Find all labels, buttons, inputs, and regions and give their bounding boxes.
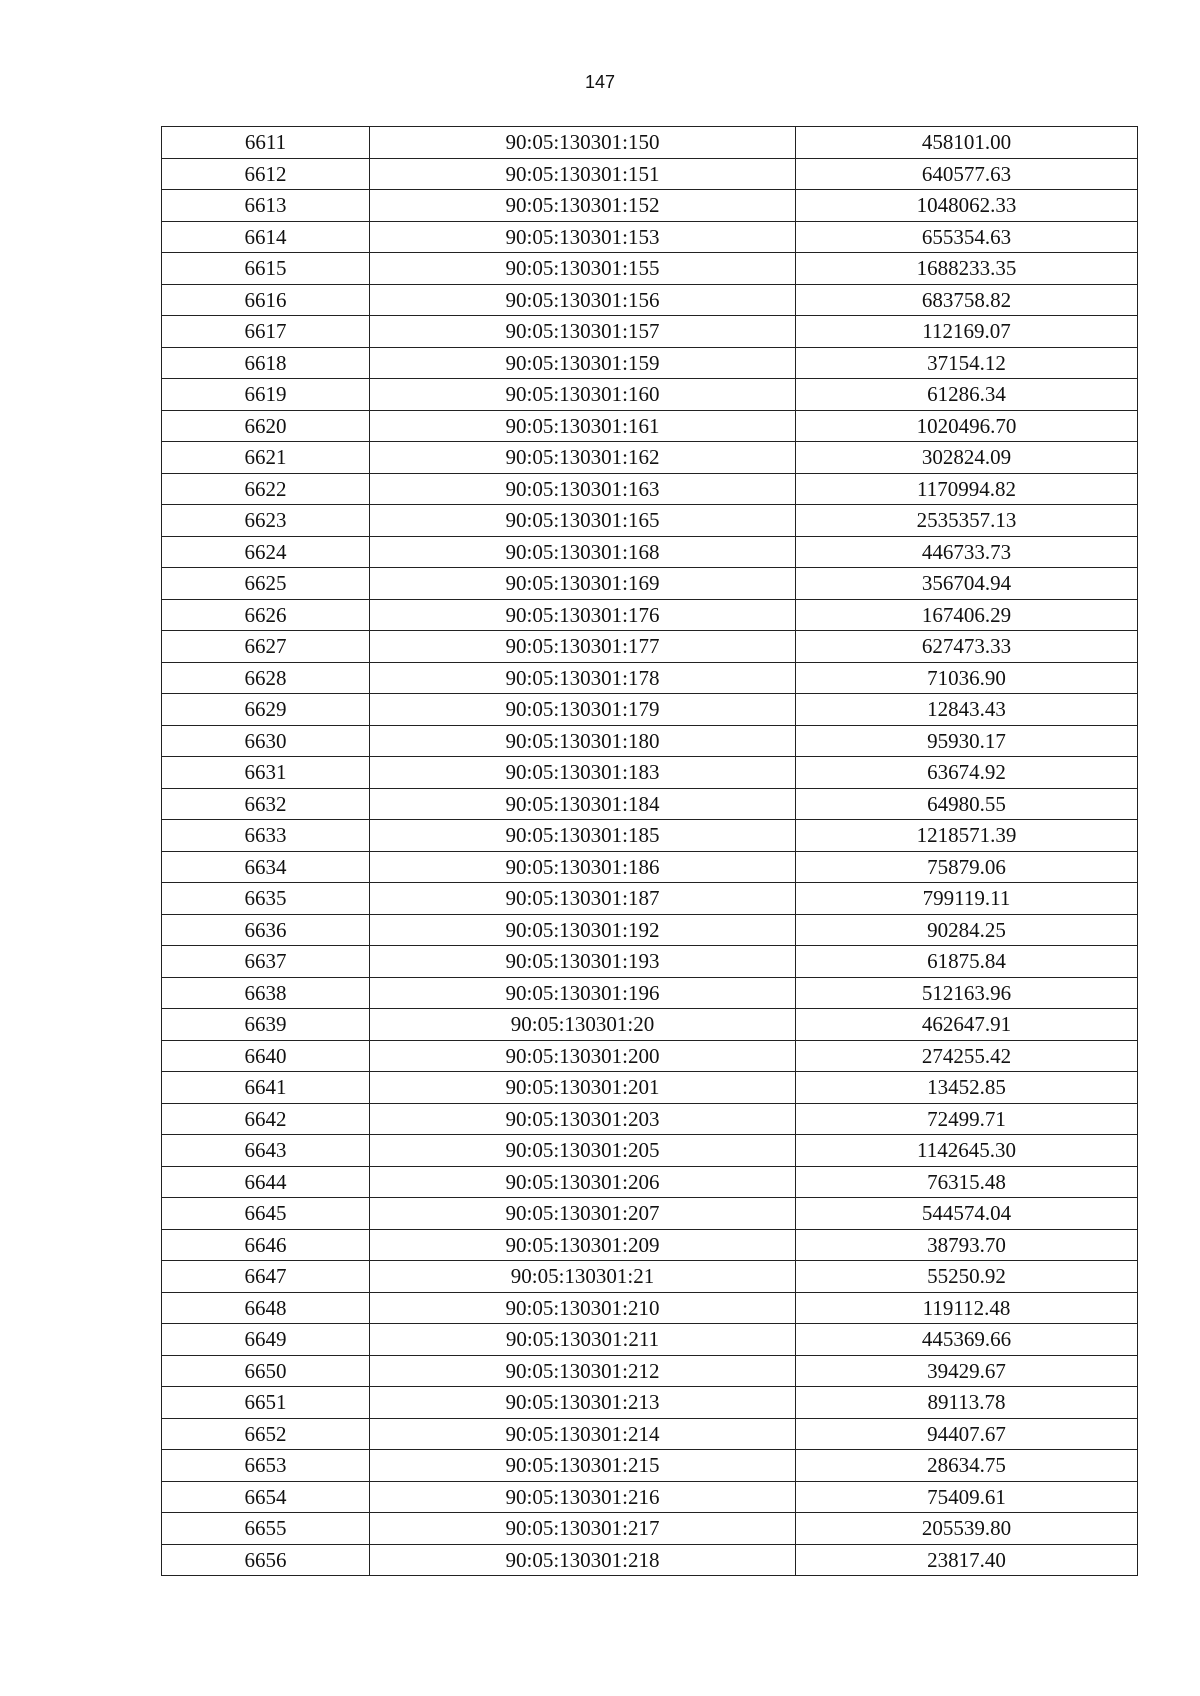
row-number-cell: 6618 — [162, 347, 370, 379]
cadastral-value-cell: 462647.91 — [796, 1009, 1138, 1041]
table-row — [162, 1544, 1138, 1576]
row-number-cell: 6624 — [162, 536, 370, 568]
row-number-cell: 6625 — [162, 568, 370, 600]
table-row — [162, 631, 1138, 663]
cadastral-value-cell: 512163.96 — [796, 977, 1138, 1009]
table-row — [162, 788, 1138, 820]
table-row — [162, 883, 1138, 915]
table-body — [162, 127, 1138, 1576]
cadastral-number-cell: 90:05:130301:211 — [370, 1324, 796, 1356]
cadastral-value-cell: 64980.55 — [796, 788, 1138, 820]
row-number-cell: 6615 — [162, 253, 370, 285]
cadastral-number-cell: 90:05:130301:183 — [370, 757, 796, 789]
cadastral-number-cell: 90:05:130301:218 — [370, 1544, 796, 1576]
table-row — [162, 599, 1138, 631]
table-row — [162, 757, 1138, 789]
row-number-cell: 6637 — [162, 946, 370, 978]
cadastral-value-cell: 683758.82 — [796, 284, 1138, 316]
cadastral-value-cell: 37154.12 — [796, 347, 1138, 379]
table-row — [162, 536, 1138, 568]
cadastral-value-cell: 1142645.30 — [796, 1135, 1138, 1167]
cadastral-number-cell: 90:05:130301:177 — [370, 631, 796, 663]
page-number: 147 — [584, 72, 616, 92]
cadastral-number-cell: 90:05:130301:205 — [370, 1135, 796, 1167]
table-row — [162, 662, 1138, 694]
cadastral-number-cell: 90:05:130301:212 — [370, 1355, 796, 1387]
cadastral-value-cell: 71036.90 — [796, 662, 1138, 694]
cadastral-number-cell: 90:05:130301:150 — [370, 127, 796, 159]
cadastral-value-cell: 75409.61 — [796, 1481, 1138, 1513]
row-number-cell: 6651 — [162, 1387, 370, 1419]
cadastral-value-cell: 76315.48 — [796, 1166, 1138, 1198]
cadastral-value-cell: 112169.07 — [796, 316, 1138, 348]
cadastral-number-cell: 90:05:130301:180 — [370, 725, 796, 757]
cadastral-number-cell: 90:05:130301:216 — [370, 1481, 796, 1513]
cadastral-value-cell: 61286.34 — [796, 379, 1138, 411]
cadastral-number-cell: 90:05:130301:168 — [370, 536, 796, 568]
table-row — [162, 190, 1138, 222]
table-row — [162, 442, 1138, 474]
cadastral-value-cell: 28634.75 — [796, 1450, 1138, 1482]
table-row — [162, 347, 1138, 379]
cadastral-number-cell: 90:05:130301:160 — [370, 379, 796, 411]
row-number-cell: 6630 — [162, 725, 370, 757]
cadastral-value-cell: 23817.40 — [796, 1544, 1138, 1576]
cadastral-number-cell: 90:05:130301:200 — [370, 1040, 796, 1072]
row-number-cell: 6644 — [162, 1166, 370, 1198]
table-row — [162, 221, 1138, 253]
row-number-cell: 6650 — [162, 1355, 370, 1387]
row-number-cell: 6633 — [162, 820, 370, 852]
cadastral-value-cell: 446733.73 — [796, 536, 1138, 568]
row-number-cell: 6641 — [162, 1072, 370, 1104]
cadastral-number-cell: 90:05:130301:161 — [370, 410, 796, 442]
cadastral-value-cell: 13452.85 — [796, 1072, 1138, 1104]
table-row — [162, 127, 1138, 159]
cadastral-value-cell: 55250.92 — [796, 1261, 1138, 1293]
table-row — [162, 1198, 1138, 1230]
cadastral-number-cell: 90:05:130301:207 — [370, 1198, 796, 1230]
row-number-cell: 6619 — [162, 379, 370, 411]
cadastral-number-cell: 90:05:130301:213 — [370, 1387, 796, 1419]
table-row — [162, 284, 1138, 316]
cadastral-value-cell: 356704.94 — [796, 568, 1138, 600]
cadastral-value-cell: 302824.09 — [796, 442, 1138, 474]
table-row — [162, 1009, 1138, 1041]
cadastral-value-cell: 1218571.39 — [796, 820, 1138, 852]
cadastral-number-cell: 90:05:130301:163 — [370, 473, 796, 505]
table-row — [162, 1324, 1138, 1356]
cadastral-number-cell: 90:05:130301:157 — [370, 316, 796, 348]
table-row — [162, 1040, 1138, 1072]
row-number-cell: 6645 — [162, 1198, 370, 1230]
row-number-cell: 6652 — [162, 1418, 370, 1450]
row-number-cell: 6632 — [162, 788, 370, 820]
cadastral-value-cell: 12843.43 — [796, 694, 1138, 726]
cadastral-value-table — [161, 126, 1138, 1576]
table-row — [162, 505, 1138, 537]
cadastral-value-cell: 63674.92 — [796, 757, 1138, 789]
table-row — [162, 946, 1138, 978]
row-number-cell: 6631 — [162, 757, 370, 789]
cadastral-value-cell: 1048062.33 — [796, 190, 1138, 222]
cadastral-number-cell: 90:05:130301:159 — [370, 347, 796, 379]
table-row — [162, 1103, 1138, 1135]
cadastral-value-cell: 90284.25 — [796, 914, 1138, 946]
table-row — [162, 410, 1138, 442]
cadastral-number-cell: 90:05:130301:153 — [370, 221, 796, 253]
cadastral-number-cell: 90:05:130301:176 — [370, 599, 796, 631]
cadastral-number-cell: 90:05:130301:217 — [370, 1513, 796, 1545]
cadastral-value-cell: 544574.04 — [796, 1198, 1138, 1230]
table-row — [162, 1292, 1138, 1324]
row-number-cell: 6611 — [162, 127, 370, 159]
cadastral-number-cell: 90:05:130301:152 — [370, 190, 796, 222]
row-number-cell: 6627 — [162, 631, 370, 663]
cadastral-value-cell: 799119.11 — [796, 883, 1138, 915]
table-row — [162, 158, 1138, 190]
table-row — [162, 1072, 1138, 1104]
table-row — [162, 1481, 1138, 1513]
cadastral-number-cell: 90:05:130301:186 — [370, 851, 796, 883]
row-number-cell: 6613 — [162, 190, 370, 222]
cadastral-number-cell: 90:05:130301:206 — [370, 1166, 796, 1198]
cadastral-number-cell: 90:05:130301:193 — [370, 946, 796, 978]
row-number-cell: 6640 — [162, 1040, 370, 1072]
row-number-cell: 6643 — [162, 1135, 370, 1167]
cadastral-value-cell: 167406.29 — [796, 599, 1138, 631]
cadastral-value-cell: 75879.06 — [796, 851, 1138, 883]
cadastral-value-cell: 95930.17 — [796, 725, 1138, 757]
cadastral-value-cell: 627473.33 — [796, 631, 1138, 663]
cadastral-value-cell: 1170994.82 — [796, 473, 1138, 505]
row-number-cell: 6620 — [162, 410, 370, 442]
cadastral-number-cell: 90:05:130301:203 — [370, 1103, 796, 1135]
cadastral-value-cell: 89113.78 — [796, 1387, 1138, 1419]
cadastral-value-cell: 38793.70 — [796, 1229, 1138, 1261]
cadastral-value-cell: 39429.67 — [796, 1355, 1138, 1387]
table-row — [162, 851, 1138, 883]
table-row — [162, 568, 1138, 600]
cadastral-number-cell: 90:05:130301:20 — [370, 1009, 796, 1041]
cadastral-number-cell: 90:05:130301:165 — [370, 505, 796, 537]
table-row — [162, 914, 1138, 946]
cadastral-number-cell: 90:05:130301:187 — [370, 883, 796, 915]
table-row — [162, 1229, 1138, 1261]
cadastral-number-cell: 90:05:130301:215 — [370, 1450, 796, 1482]
cadastral-number-cell: 90:05:130301:214 — [370, 1418, 796, 1450]
table-row — [162, 820, 1138, 852]
cadastral-number-cell: 90:05:130301:155 — [370, 253, 796, 285]
cadastral-number-cell: 90:05:130301:151 — [370, 158, 796, 190]
table-row — [162, 473, 1138, 505]
cadastral-number-cell: 90:05:130301:169 — [370, 568, 796, 600]
table-row — [162, 1355, 1138, 1387]
row-number-cell: 6628 — [162, 662, 370, 694]
cadastral-value-cell: 655354.63 — [796, 221, 1138, 253]
cadastral-number-cell: 90:05:130301:179 — [370, 694, 796, 726]
row-number-cell: 6653 — [162, 1450, 370, 1482]
table-row — [162, 316, 1138, 348]
cadastral-value-cell: 61875.84 — [796, 946, 1138, 978]
cadastral-value-cell: 94407.67 — [796, 1418, 1138, 1450]
row-number-cell: 6636 — [162, 914, 370, 946]
cadastral-value-cell: 2535357.13 — [796, 505, 1138, 537]
row-number-cell: 6621 — [162, 442, 370, 474]
table-row — [162, 1166, 1138, 1198]
row-number-cell: 6648 — [162, 1292, 370, 1324]
cadastral-value-cell: 274255.42 — [796, 1040, 1138, 1072]
cadastral-number-cell: 90:05:130301:184 — [370, 788, 796, 820]
cadastral-value-cell: 458101.00 — [796, 127, 1138, 159]
table-row — [162, 1513, 1138, 1545]
cadastral-value-cell: 1020496.70 — [796, 410, 1138, 442]
row-number-cell: 6649 — [162, 1324, 370, 1356]
row-number-cell: 6622 — [162, 473, 370, 505]
cadastral-number-cell: 90:05:130301:162 — [370, 442, 796, 474]
cadastral-value-cell: 445369.66 — [796, 1324, 1138, 1356]
cadastral-number-cell: 90:05:130301:196 — [370, 977, 796, 1009]
cadastral-value-cell: 640577.63 — [796, 158, 1138, 190]
table-row — [162, 1450, 1138, 1482]
row-number-cell: 6612 — [162, 158, 370, 190]
row-number-cell: 6656 — [162, 1544, 370, 1576]
table-row — [162, 694, 1138, 726]
row-number-cell: 6614 — [162, 221, 370, 253]
row-number-cell: 6634 — [162, 851, 370, 883]
row-number-cell: 6654 — [162, 1481, 370, 1513]
row-number-cell: 6655 — [162, 1513, 370, 1545]
row-number-cell: 6616 — [162, 284, 370, 316]
row-number-cell: 6626 — [162, 599, 370, 631]
table-row — [162, 1261, 1138, 1293]
cadastral-number-cell: 90:05:130301:201 — [370, 1072, 796, 1104]
cadastral-number-cell: 90:05:130301:185 — [370, 820, 796, 852]
row-number-cell: 6623 — [162, 505, 370, 537]
table-row — [162, 1135, 1138, 1167]
row-number-cell: 6617 — [162, 316, 370, 348]
row-number-cell: 6647 — [162, 1261, 370, 1293]
table-row — [162, 1418, 1138, 1450]
cadastral-number-cell: 90:05:130301:192 — [370, 914, 796, 946]
row-number-cell: 6638 — [162, 977, 370, 1009]
row-number-cell: 6629 — [162, 694, 370, 726]
cadastral-number-cell: 90:05:130301:178 — [370, 662, 796, 694]
table-row — [162, 977, 1138, 1009]
row-number-cell: 6642 — [162, 1103, 370, 1135]
cadastral-value-cell: 205539.80 — [796, 1513, 1138, 1545]
row-number-cell: 6635 — [162, 883, 370, 915]
cadastral-number-cell: 90:05:130301:209 — [370, 1229, 796, 1261]
table-row — [162, 379, 1138, 411]
row-number-cell: 6639 — [162, 1009, 370, 1041]
table-row — [162, 725, 1138, 757]
table-row — [162, 253, 1138, 285]
cadastral-number-cell: 90:05:130301:156 — [370, 284, 796, 316]
cadastral-number-cell: 90:05:130301:21 — [370, 1261, 796, 1293]
table-row — [162, 1387, 1138, 1419]
cadastral-value-cell: 119112.48 — [796, 1292, 1138, 1324]
row-number-cell: 6646 — [162, 1229, 370, 1261]
cadastral-value-cell: 1688233.35 — [796, 253, 1138, 285]
cadastral-number-cell: 90:05:130301:210 — [370, 1292, 796, 1324]
cadastral-value-cell: 72499.71 — [796, 1103, 1138, 1135]
